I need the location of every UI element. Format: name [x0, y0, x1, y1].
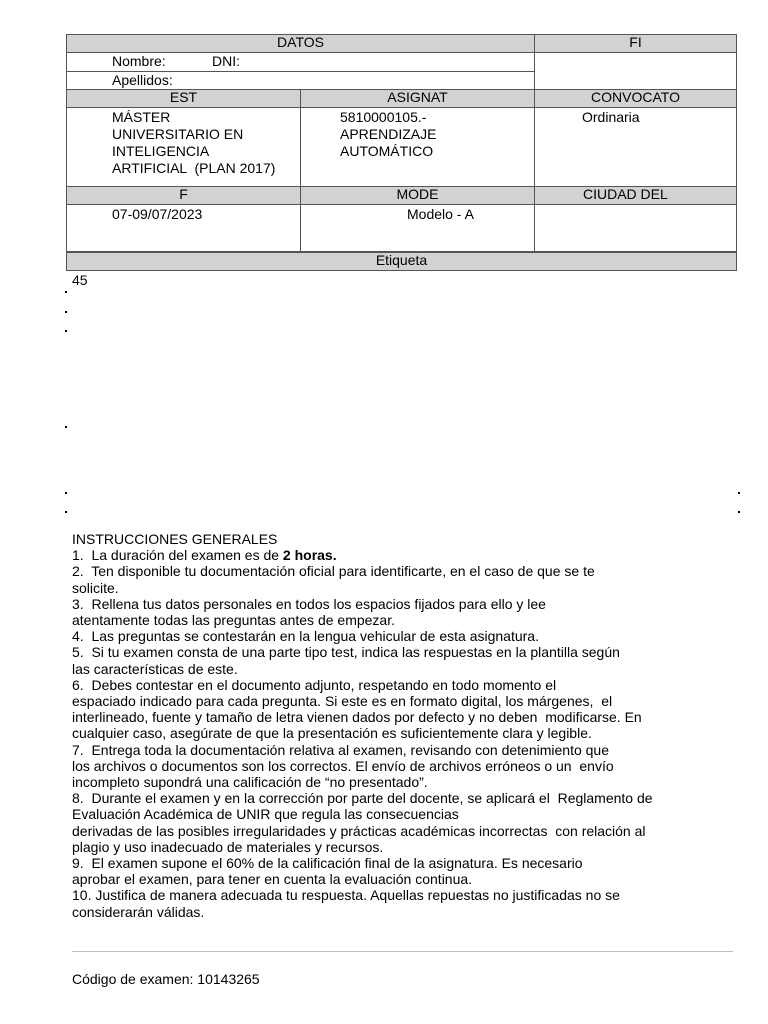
instruction-text: 1. La duración del examen es de — [72, 547, 283, 564]
instruction-item: 6. Debes contestar en el documento adjunto, respetando en todo momento el espaciado indicado para cada pregunta. Si este es en formato digital, los márgenes, el interlineado, fuente y tamaño de letra vienen dados por defecto y no deben modificarse. En cualquier caso, asegúrate de que la presentación es suficientemente clara y legible. — [72, 676, 642, 742]
instruction-item: 2. Ten disponible tu documentación oficial para identificarte, en el caso de que se te solicite. — [72, 563, 595, 596]
asignat-header — [300, 89, 535, 108]
instruction-bold: 2 horas. — [282, 547, 337, 564]
fi-label: FI — [629, 34, 642, 50]
estudio-value: MÁSTER UNIVERSITARIO EN INTELIGENCIA ARTIFICIAL (PLAN 2017) — [112, 109, 276, 176]
instruction-item: 9. El examen supone el 60% de la calificación final de la asignatura. Es necesario aprobar el examen, para tener en cuenta la evaluación continua. — [72, 855, 583, 888]
asignat-label: ASIGNAT — [387, 89, 448, 105]
instruction-item: 8. Durante el examen y en la corrección por parte del docente, se aplicará el Reglamento de Evaluación Académica de UNIR que regula las consecuencias derivadas de las posibles irregularidades y prácticas académicas incorrectas con relación al plagio y uso inadecuado de materiales y recursos. — [72, 790, 653, 855]
exam-code: Código de examen: 10143265 — [72, 971, 260, 987]
mode-label: MODE — [396, 186, 439, 202]
fi-value-cell — [534, 52, 737, 90]
datos-label: DATOS — [277, 34, 324, 50]
dni-label: DNI: — [212, 53, 240, 69]
f-label: F — [179, 186, 188, 202]
nombre-label: Nombre: — [112, 53, 166, 69]
footer-divider — [72, 951, 733, 952]
etiqueta-label: Etiqueta — [375, 252, 428, 268]
asignatura-value: 5810000105.- APRENDIZAJE AUTOMÁTICO — [340, 109, 437, 159]
modelo-value: Modelo - A — [407, 206, 474, 222]
dot-mark — [738, 511, 740, 513]
ciudad-cell — [534, 204, 737, 252]
instruction-item — [72, 547, 722, 563]
fecha-header — [66, 186, 301, 205]
dot-mark — [65, 330, 67, 332]
ciudad-label: CIUDAD DEL — [583, 186, 668, 202]
dot-mark — [65, 511, 67, 513]
dot-mark — [65, 492, 67, 494]
dot-mark — [738, 492, 740, 494]
instructions-title: INSTRUCCIONES GENERALES — [72, 531, 278, 547]
instructions-block — [72, 531, 722, 920]
apellidos-label: Apellidos: — [112, 72, 173, 88]
instruction-item: 4. Las preguntas se contestarán en la lengua vehicular de esta asignatura. — [72, 628, 539, 645]
fecha-value: 07-09/07/2023 — [112, 206, 203, 222]
instruction-item: 7. Entrega toda la documentación relativa al examen, revisando con detenimiento que los archivos o documentos son los correctos. El envío de archivos erróneos o un envío incompleto supondrá una calificación de “no presentado”. — [72, 741, 614, 791]
fi-header — [534, 34, 737, 53]
dot-mark — [65, 426, 67, 428]
dot-mark — [65, 291, 67, 293]
est-header — [66, 89, 301, 108]
ciudad-header — [534, 186, 737, 205]
mode-header — [300, 186, 535, 205]
dot-mark — [65, 311, 67, 313]
convocato-header — [534, 89, 737, 108]
convocato-label: CONVOCATO — [591, 89, 680, 105]
instruction-item: 10. Justifica de manera adecuada tu respuesta. Aquellas repuestas no justificadas no se considerarán válidas. — [72, 887, 620, 920]
instruction-item: 5. Si tu examen consta de una parte tipo test, indica las respuestas en la plantilla según las características de este. — [72, 644, 620, 677]
number-45: 45 — [72, 272, 88, 288]
datos-header — [66, 34, 535, 53]
instruction-item: 3. Rellena tus datos personales en todos los espacios fijados para ello y lee atentamente todas las preguntas antes de empezar. — [72, 595, 546, 629]
convocatoria-value: Ordinaria — [582, 109, 640, 125]
etiqueta-header — [66, 252, 737, 271]
est-label: EST — [169, 89, 198, 105]
